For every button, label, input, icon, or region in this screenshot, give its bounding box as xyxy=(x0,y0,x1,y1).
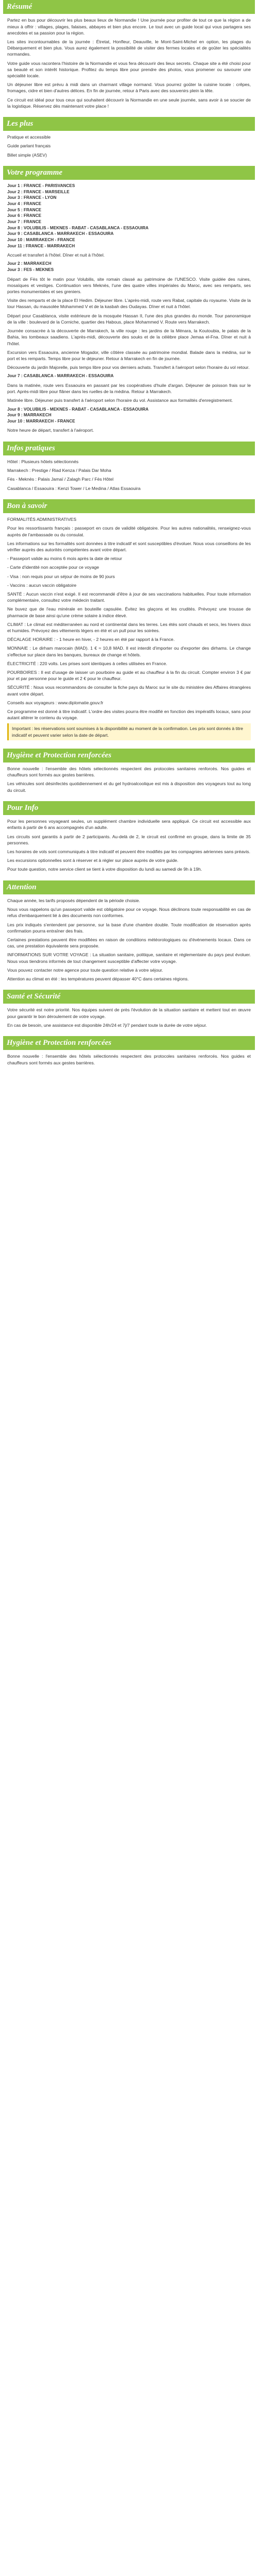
itinerary-list xyxy=(7,406,251,425)
itinerary-day: Jour 2 : FRANCE - MARSEILLE xyxy=(7,189,70,194)
paragraph: - Vaccins : aucun vaccin obligatoire xyxy=(7,582,77,588)
paragraph: Partez en bus pour découvrir les plus beaux lieux de Normandie ! Une journée pour profiter de tout ce que la région a de mieux à offrir : villages, plages, falaises, abbayes et bien plus encore. Le tout avec un guide local qui vous partagera ses anecdotes et sa passion pour la région. xyxy=(7,18,251,36)
paragraph: Journée consacrée à la découverte de Marrakech, la ville rouge : les jardins de la Ménara, la Koutoubia, le palais de la Bahia, les tombeaux saadiens. L'après-midi, découverte des souks et de la célèbre place Jemaa el-Fna. Dîner et nuit à l'hôtel. xyxy=(7,328,251,346)
itinerary-day: Jour 7 : CASABLANCA - MARRAKECH - ESSAOUIRA xyxy=(7,374,114,379)
section-programme xyxy=(3,166,255,438)
paragraph: Bonne nouvelle : l'ensemble des hôtels sélectionnés respectent des protocoles sanitaires renforcés. Nos guides et chauffeurs sont formés aux gestes barrières. xyxy=(7,1054,251,1065)
section-sante xyxy=(3,990,255,1033)
paragraph: Vous pouvez contacter notre agence pour toute question relative à votre séjour. xyxy=(7,967,163,973)
itinerary-day: Jour 7 : FRANCE xyxy=(7,219,41,224)
itinerary-day: Jour 6 : FRANCE xyxy=(7,213,41,218)
paragraph: Billet simple (ASEV) xyxy=(7,152,47,158)
paragraph: Un déjeuner libre est prévu à midi dans un charmant village normand. Vous pourrez goûter la cuisine locale : crêpes, fromages, cidre et bien d'autres délices. En fin de journée, retour à Paris avec des souvenirs plein la tête. xyxy=(7,82,251,94)
section-avoir xyxy=(3,499,255,745)
itinerary-day: Jour 1 : FRANCE - PARISVANCES xyxy=(7,183,75,189)
paragraph: Les véhicules sont désinfectés quotidiennement et du gel hydroalcoolique est mis à disposition des voyageurs tout au long du circuit. xyxy=(7,781,251,793)
itinerary-day: Jour 11 : FRANCE - MARRAKECH xyxy=(7,243,75,248)
paragraph: Guide parlant français xyxy=(7,143,51,149)
paragraph: Pour les ressortissants français : passeport en cours de validité obligatoire. Pour les autres nationalités, renseignez-vous auprès de l'ambassade ou du consulat. xyxy=(7,526,251,537)
paragraph: Pratique et accessible xyxy=(7,134,51,140)
paragraph: Départ pour Casablanca, visite extérieure de la mosquée Hassan II, l'une des plus grandes du monde. Tour panoramique de la ville : boulevard de la Corniche, quartier des Habous, place Mohammed V. Route vers Marrakech. xyxy=(7,313,251,325)
section-plus xyxy=(3,117,255,163)
section-body-sante xyxy=(3,1004,255,1033)
paragraph: Pour toute question, notre service client se tient à votre disposition du lundi au samedi de 9h à 19h. xyxy=(7,867,202,872)
paragraph: Les excursions optionnelles sont à réserver et à régler sur place auprès de votre guide. xyxy=(7,858,179,863)
paragraph: Marrakech : Prestige / Riad Kenza / Palais Dar Moha xyxy=(7,468,111,473)
paragraph: - Carte d'identité non acceptée pour ce voyage xyxy=(7,565,99,570)
paragraph: Ne buvez que de l'eau minérale en bouteille capsulée. Évitez les glaçons et les crudités. Prévoyez une trousse de pharmacie de base ainsi qu'une crème solaire à indice élevé. xyxy=(7,606,251,618)
paragraph: Départ de Fès tôt le matin pour Volubilis, site romain classé au patrimoine de l'UNESCO. Visite guidée des ruines, mosaïques et vestiges. Continuation vers Meknès, l'une des quatre villes impériales du Maroc, avec ses remparts, ses portes monumentales et ses greniers. xyxy=(7,276,251,295)
itinerary-day: Jour 4 : FRANCE xyxy=(7,201,41,207)
section-body-pratique xyxy=(3,455,255,496)
paragraph: Les sites incontournables de la journée : Étretat, Honfleur, Deauville, le Mont-Saint-Michel en option, les plages du Débarquement et bien plus. Vous aurez également la possibilité de visiter des fermes locales et de goûter les spécialités normandes. xyxy=(7,39,251,57)
section-title-pourinfo: Pour Info xyxy=(3,801,255,815)
paragraph: Accueil et transfert à l'hôtel. Dîner et nuit à l'hôtel. xyxy=(7,252,105,258)
paragraph: Votre sécurité est notre priorité. Nos équipes suivent de près l'évolution de la situation sanitaire et mettent tout en œuvre pour garantir le bon déroulement de votre voyage. xyxy=(7,1007,251,1019)
paragraph: ÉLECTRICITÉ : 220 volts. Les prises sont identiques à celles utilisées en France. xyxy=(7,660,167,666)
paragraph: Les informations sur les formalités sont données à titre indicatif et sont susceptibles d'évoluer. Nous vous conseillons de les vérifier auprès des autorités compétentes avant votre départ. xyxy=(7,540,251,552)
paragraph: Ce programme est donné à titre indicatif. L'ordre des visites pourra être modifié en fonction des impératifs locaux, sans pour autant altérer le contenu du voyage. xyxy=(7,708,251,721)
section-title-plus: Les plus xyxy=(3,117,255,131)
section-body-pourinfo xyxy=(3,815,255,877)
section-title-pratique: Infos pratiques xyxy=(3,442,255,455)
itinerary-day: Jour 3 : FES - MEKNES xyxy=(7,267,54,273)
itinerary-day: Jour 2 : MARRAKECH xyxy=(7,261,52,266)
paragraph: FORMALITÉS ADMINISTRATIVES xyxy=(7,517,77,522)
section-title-attention: Attention xyxy=(3,880,255,894)
section-body-hygiene xyxy=(3,762,255,798)
paragraph: - Passeport valide au moins 6 mois après la date de retour xyxy=(7,556,122,562)
itinerary-day: Jour 8 : VOLUBILIS - MEKNES - RABAT - CASABLANCA - ESSAOUIRA xyxy=(7,406,149,412)
section-title-resume: Résumé xyxy=(3,0,255,14)
paragraph: - Visa : non requis pour un séjour de moins de 90 jours xyxy=(7,573,115,579)
itinerary-day: Jour 3 : FRANCE - LYON xyxy=(7,195,57,200)
paragraph: CLIMAT : Le climat est méditerranéen au nord et continental dans les terres. Les étés sont chauds et secs, les hivers doux et humides. Prévoyez des vêtements légers en été et un pull pour les soirées. xyxy=(7,621,251,633)
section-pratique xyxy=(3,442,255,496)
paragraph: Hôtel : Plusieurs hôtels sélectionnés xyxy=(7,459,79,464)
paragraph: Les horaires de vols sont communiqués à titre indicatif et peuvent être modifiés par les compagnies aériennes sans préavis. xyxy=(7,849,250,854)
paragraph: SÉCURITÉ : Nous vous recommandons de consulter la fiche pays du Maroc sur le site du ministère des Affaires étrangères avant votre départ. xyxy=(7,685,251,697)
section-pourinfo xyxy=(3,801,255,877)
paragraph: Ce circuit est idéal pour tous ceux qui souhaitent découvrir la Normandie en une seule journée, sans avoir à se soucier de la logistique. Réservez dès maintenant votre place ! xyxy=(7,97,251,109)
section-body-programme xyxy=(3,180,255,438)
section-title-programme: Votre programme xyxy=(3,166,255,180)
paragraph: Excursion vers Essaouira, ancienne Mogador, ville côtière classée au patrimoine mondial. Balade dans la médina, sur le port et les remparts. Temps libre pour le déjeuner. Retour à Marrakech en fin de journée. xyxy=(7,349,251,361)
paragraph: Nous vous rappelons qu'un passeport valide est obligatoire pour ce voyage. Nous déclinons toute responsabilité en cas de refus d'embarquement lié à des documents non conformes. xyxy=(7,907,251,919)
paragraph: Découverte du jardin Majorelle, puis temps libre pour vos derniers achats. Transfert à l'aéroport selon l'horaire du vol retour. xyxy=(7,365,250,370)
section-title-hygiene: Hygiène et Protection renforcées xyxy=(3,749,255,762)
itinerary-day: Jour 9 : MARRAKECH xyxy=(7,413,52,418)
paragraph: Pour les personnes voyageant seules, un supplément chambre individuelle sera appliqué. Ce circuit est accessible aux enfants à partir de 6 ans accompagnés d'un adulte. xyxy=(7,819,251,831)
section-resume xyxy=(3,0,255,114)
section-body-hygiene2 xyxy=(3,1050,255,1070)
paragraph: POURBOIRES : Il est d'usage de laisser un pourboire au guide et au chauffeur à la fin du circuit. Compter environ 3 € par jour et par personne pour le guide et 2 € pour le chauffeur. xyxy=(7,669,251,682)
itinerary-list xyxy=(7,183,251,249)
section-body-plus xyxy=(3,131,255,163)
section-body-attention xyxy=(3,894,255,987)
section-title-hygiene2: Hygiène et Protection renforcées xyxy=(3,1036,255,1050)
paragraph: Attention au climat en été : les températures peuvent dépasser 40°C dans certaines régions. xyxy=(7,976,189,981)
paragraph: Bonne nouvelle : l'ensemble des hôtels sélectionnés respectent des protocoles sanitaires renforcés. Nos guides et chauffeurs sont formés aux gestes barrières. xyxy=(7,766,251,778)
itinerary-day: Jour 9 : CASABLANCA - MARRAKECH - ESSAOUIRA xyxy=(7,231,114,236)
paragraph: DÉCALAGE HORAIRE : - 1 heure en hiver, - 2 heures en été par rapport à la France. xyxy=(7,637,175,642)
page xyxy=(0,0,258,1081)
paragraph: Les prix indiqués s'entendent par personne, sur la base d'une chambre double. Toute modification de réservation après confirmation pourra entraîner des frais. xyxy=(7,922,251,934)
paragraph: Fès - Meknès : Palais Jamaï / Zalagh Parc / Fès Hôtel xyxy=(7,477,114,482)
itinerary-day: Jour 8 : VOLUBILIS - MEKNES - RABAT - CASABLANCA - ESSAOUIRA xyxy=(7,225,149,230)
important-note: Important : les réservations sont soumises à la disponibilité au moment de la confirmation. Les prix sont donnés à titre indicatif et peuvent varier selon la date de départ. xyxy=(7,723,251,740)
paragraph: Visite des remparts et de la place El Hedim. Déjeuner libre. L'après-midi, route vers Rabat, capitale du royaume. Visite de la tour Hassan, du mausolée Mohammed V et de la kasbah des Oudayas. Dîner et nuit à l'hôtel. xyxy=(7,298,251,310)
itinerary-day: Jour 10 : MARRAKECH - FRANCE xyxy=(7,418,75,423)
paragraph: Casablanca / Essaouira : Kenzi Tower / Le Medina / Atlas Essaouira xyxy=(7,485,141,491)
section-body-resume xyxy=(3,14,255,114)
paragraph: MONNAIE : Le dirham marocain (MAD). 1 € ≈ 10,8 MAD. Il est interdit d'importer ou d'exporter des dirhams. Le change s'effectue sur place dans les banques, bureaux de change et hôtels. xyxy=(7,646,251,657)
paragraph: En cas de besoin, une assistance est disponible 24h/24 et 7j/7 pendant toute la durée de votre séjour. xyxy=(7,1022,207,1028)
section-hygiene xyxy=(3,749,255,798)
section-hygiene2 xyxy=(3,1036,255,1071)
paragraph: Les circuits sont garantis à partir de 2 participants. Au-delà de 2, le circuit est confirmé en groupe, dans la limite de 35 personnes. xyxy=(7,834,251,845)
section-body-avoir xyxy=(3,513,255,745)
paragraph: Conseils aux voyageurs : www.diplomatie.gouv.fr xyxy=(7,700,104,705)
paragraph: Dans la matinée, route vers Essaouira en passant par les coopératives d'huile d'argan. Déjeuner de poisson frais sur le port. Après-midi libre pour flâner dans les ruelles de la médina. Retour à Marrakech. xyxy=(7,382,251,395)
paragraph: Votre guide vous racontera l'histoire de la Normandie et vous fera découvrir des lieux secrets. Chaque site a été choisi pour sa beauté et son intérêt historique. Profitez du temps libre pour prendre des photos, vous promener ou savourer une spécialité locale. xyxy=(7,60,251,78)
paragraph: Notre heure de départ, transfert à l'aéroport. xyxy=(7,428,94,433)
itinerary-list xyxy=(7,261,251,273)
paragraph: Certaines prestations peuvent être modifiées en raison de conditions météorologiques ou d'événements locaux. Dans ce cas, une prestation équivalente sera proposée. xyxy=(7,937,251,949)
paragraph: INFORMATIONS SUR VOTRE VOYAGE : La situation sanitaire, politique, sanitaire et réglementaire du pays peut évoluer. Nous vous tiendrons informés de tout changement susceptible d'affecter votre voyage. xyxy=(7,952,251,964)
paragraph: Matinée libre. Déjeuner puis transfert à l'aéroport selon l'horaire du vol. Assistance aux formalités d'enregistrement. xyxy=(7,398,233,403)
paragraph: Chaque année, les tarifs proposés dépendent de la période choisie. xyxy=(7,897,140,903)
itinerary-list xyxy=(7,373,251,379)
section-title-sante: Santé et Sécurité xyxy=(3,990,255,1004)
section-attention xyxy=(3,880,255,987)
section-title-avoir: Bon à savoir xyxy=(3,499,255,513)
itinerary-day: Jour 5 : FRANCE xyxy=(7,207,41,212)
itinerary-day: Jour 10 : MARRAKECH - FRANCE xyxy=(7,237,75,242)
paragraph: SANTÉ : Aucun vaccin n'est exigé. Il est recommandé d'être à jour de ses vaccinations habituelles. Pour toute information complémentaire, consultez votre médecin traitant. xyxy=(7,591,251,603)
